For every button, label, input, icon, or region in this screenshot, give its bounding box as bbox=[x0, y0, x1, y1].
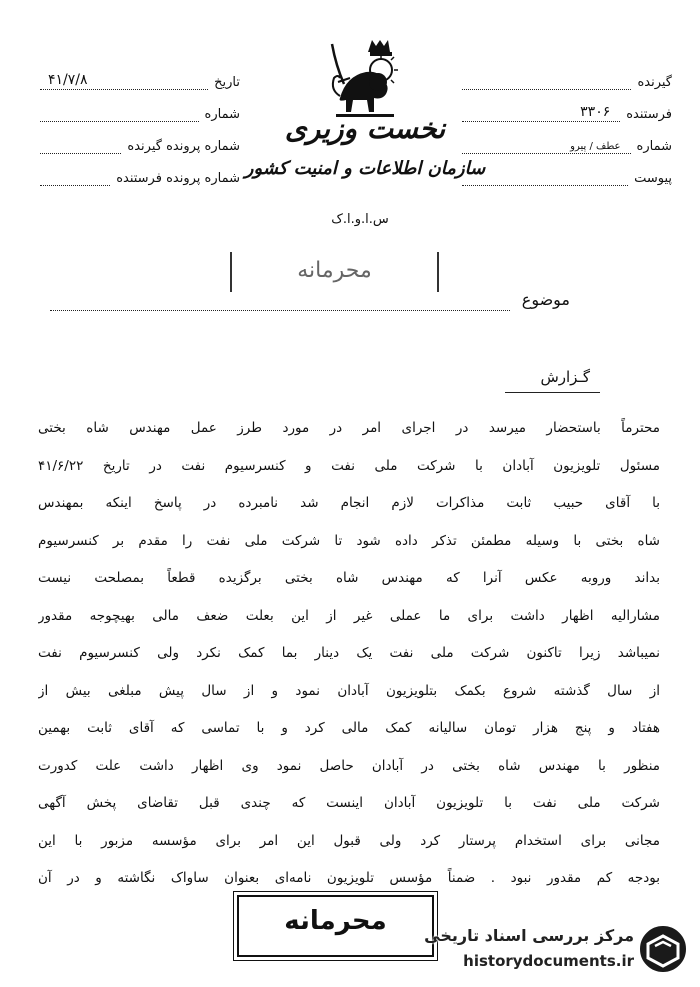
number-label: شماره bbox=[204, 107, 240, 122]
watermark bbox=[420, 918, 690, 978]
sender-file-field bbox=[40, 154, 240, 186]
organization-code: س.ا.و.ا.ک bbox=[331, 212, 389, 227]
watermark-title: مرکز بررسی اسناد تاریخی bbox=[424, 926, 634, 945]
sender-value: ۳۳۰۶ bbox=[580, 104, 611, 120]
reference-number-value: عطف / پیرو bbox=[570, 141, 621, 152]
body-line: نمیباشد زیرا تاکنون شرکت ملی نفت یک دینار بما کمک نکرد ولی کنسرسیوم نفت bbox=[38, 645, 660, 661]
watermark-url: historydocuments.ir bbox=[463, 952, 634, 970]
date-label: تاریخ bbox=[214, 75, 240, 90]
body-line: شاه بختی با وسیله مطمئن تذکر داده شود تا شرکت ملی نفت را مقدم بر کنسرسیوم bbox=[38, 532, 660, 549]
sender-label: فرستنده bbox=[626, 107, 672, 122]
classification-stamp-bottom bbox=[237, 895, 434, 957]
subject-line bbox=[50, 310, 510, 311]
body-line: مسئول تلویزیون آبادان با شرکت ملی نفت و کنسرسیوم نفت در تاریخ ۴۱/۶/۲۲ bbox=[38, 457, 660, 474]
sender-file-label: شماره پرونده فرستنده bbox=[116, 171, 240, 186]
organization-name: نخست وزیری bbox=[284, 112, 446, 145]
date-field bbox=[40, 58, 240, 90]
date-value: ۴۱/۷/۸ bbox=[48, 72, 88, 88]
body-line: بداند وروبه عکس آنرا که مهندس شاه بختی برگزیده قطعاً بمصلحت نیست bbox=[38, 570, 660, 586]
lion-and-sun-emblem-icon bbox=[318, 38, 408, 120]
attachment-label: پیوست bbox=[634, 171, 672, 186]
recipient-label: گیرنده bbox=[637, 75, 672, 90]
reference-number-field bbox=[462, 122, 672, 154]
report-title-underline bbox=[505, 392, 600, 393]
body-line: مجانی برای استخدام پرستار کرد ولی قبول این امر برای مؤسسه مزبور با این bbox=[38, 832, 660, 849]
classification-bottom-text: محرمانه bbox=[284, 906, 387, 936]
number-field bbox=[40, 90, 240, 122]
recipient-field bbox=[462, 58, 672, 90]
body-line: مشارالیه اظهار داشت برای ما عملی غیر از این بعلت ضعف مالی بهیچوجه مقدور bbox=[38, 607, 660, 624]
report-title: گـزارش bbox=[540, 368, 590, 386]
archive-logo-icon bbox=[636, 922, 690, 976]
body-line: هفتاد و پنج هزار تومان سالیانه کمک مالی کرد و با تماسی که آقای ثابت بهمین bbox=[38, 720, 660, 736]
body-line: از سال گذشته شروع بکمک بتلویزیون آبادان نمود و از سال پیش مبلغی بیش از bbox=[38, 682, 660, 699]
body-line: بودجه کم مقدور نبود . ضمناً مؤسس تلویزیون نامه‌ای بعنوان ساواک نگاشته و در آن bbox=[38, 870, 660, 886]
report-body bbox=[38, 410, 660, 898]
classification-top-text: محرمانه bbox=[297, 258, 372, 283]
recipient-file-field bbox=[40, 122, 240, 154]
sender-field bbox=[462, 90, 672, 122]
body-line: محترماً باستحضار میرسد در اجرای امر در مورد طرز عمل مهندس شاه بختی bbox=[38, 420, 660, 436]
classification-stamp-top bbox=[230, 252, 439, 292]
body-line: منظور با مهندس شاه بختی در آبادان حاصل نمود وی اظهار داشت علت کدورت bbox=[38, 757, 660, 774]
organization-subtitle: سازمان اطلاعات و امنیت کشور bbox=[244, 158, 486, 179]
subject-label: موضوع bbox=[521, 290, 570, 309]
header-left-fields bbox=[40, 58, 240, 186]
recipient-file-label: شماره پرونده گیرنده bbox=[127, 139, 240, 154]
body-line: با آقای حبیب ثابت مذاکرات لازم انجام شد نامبرده در پاسخ اینکه بمهندس bbox=[38, 495, 660, 511]
body-line: شرکت ملی نفت با تلویزیون آبادان اینست که چندی قبل تقاضای پخش آگهی bbox=[38, 795, 660, 811]
reference-number-label: شماره bbox=[636, 139, 672, 154]
